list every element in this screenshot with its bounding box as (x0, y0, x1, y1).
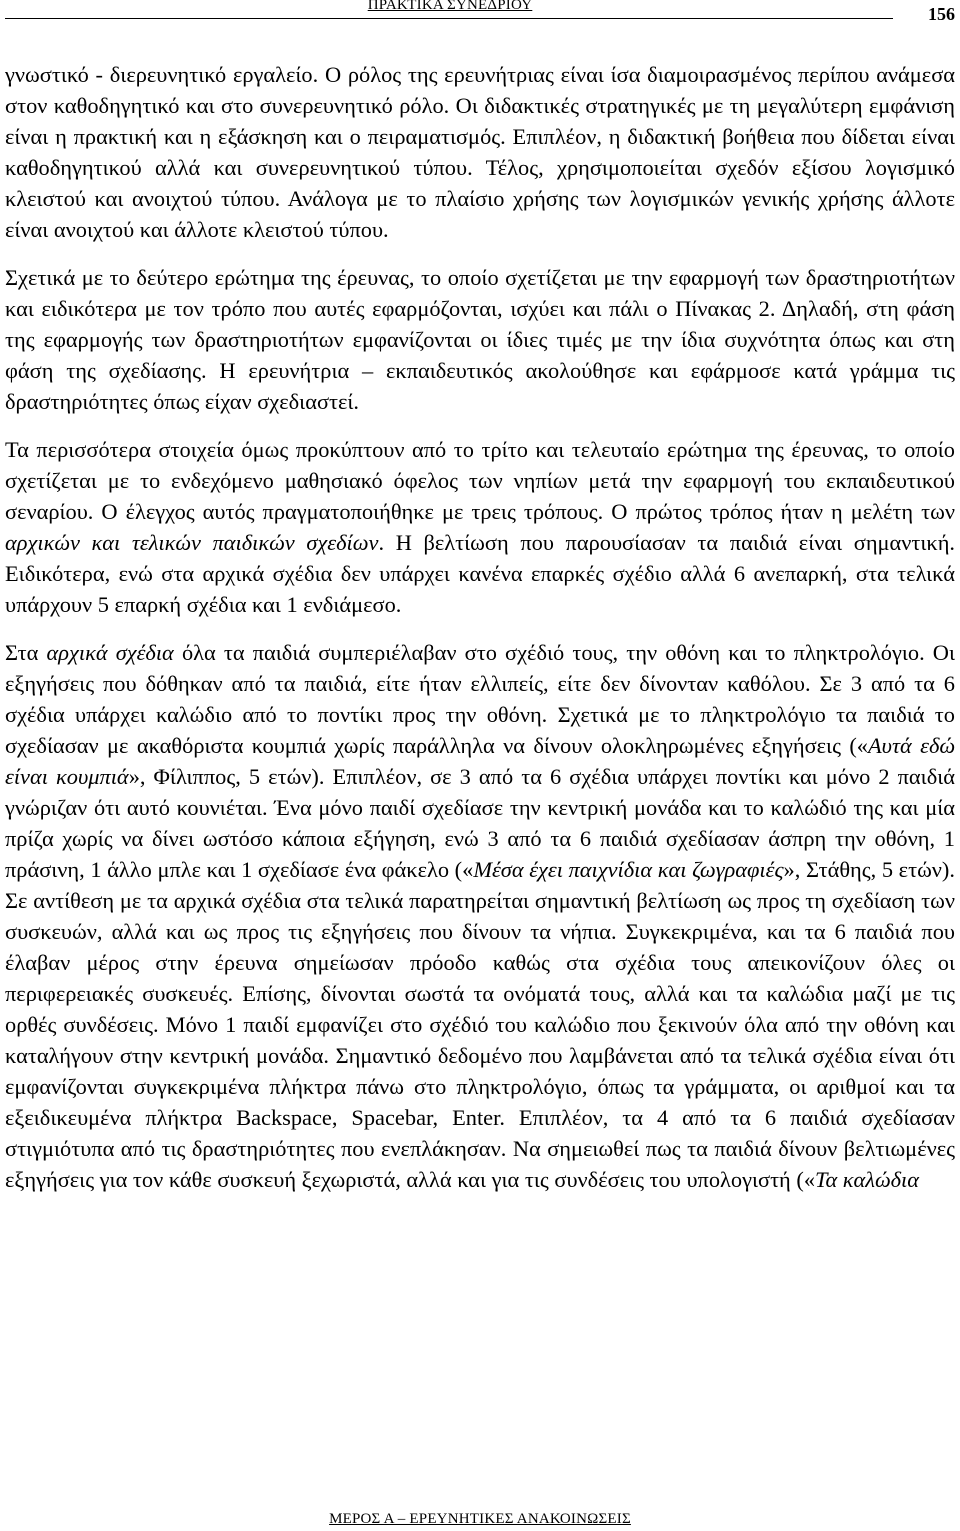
paragraph-text: . Η βελτίωση που παρουσίασαν τα παιδιά είναι σημαντική. Ειδικότερα, ενώ στα αρχικά σχέδια δεν υπάρχει κανένα επαρκές σχέδιο αλλά 6 ανεπαρκή, στα τελικά υπάρχουν 5 επαρκή σχέδια και 1 ενδιάμεσο. (5, 530, 955, 617)
italic-quote: Τα καλώδια (815, 1167, 920, 1192)
paragraph-1 (5, 59, 955, 245)
paragraph-3 (5, 434, 955, 620)
paragraph-text: Τα περισσότερα στοιχεία όμως προκύπτουν από το τρίτο και τελευταίο ερώτημα της έρευνας, το οποίο σχετίζεται με το ενδεχόμενο μαθησιακό όφελος των νηπίων μετά την εφαρμογή του εκπαιδευτικού σεναρίου. Ο έλεγχος αυτός πραγματοποιήθηκε με τρεις τρόπους. Ο πρώτος τρόπος ήταν η μελέτη των (5, 437, 955, 524)
page-number: 156 (928, 4, 955, 24)
paragraph-text: Στα (5, 640, 47, 665)
paragraph-text: γνωστικό - διερευνητικό εργαλείο. Ο ρόλος της ερευνήτριας είναι ίσα διαμοιρασμένος περίπου ανάμεσα στον καθοδηγητικό και στο συνερευνητικό ρόλο. Οι διδακτικές στρατηγικές με τη μεγαλύτερη εμφάνιση είναι η πρακτική και η εξάσκηση και ο πειραματισμός. Επιπλέον, η διδακτική βοήθεια που δίδεται είναι καθοδηγητικού αλλά και συνερευνητικού τύπου. Τέλος, χρησιμοποιείται σχεδόν εξίσου λογισμικό κλειστού και ανοιχτού τύπου. Ανάλογα με το πλαίσιο χρήσης των λογισμικών γενικής χρήσης άλλοτε είναι ανοιχτού και άλλοτε κλειστού τύπου. (5, 62, 955, 242)
running-header-title: ΠΡΑΚΤΙΚΑ ΣΥΝΕΔΡΙΟΥ (367, 0, 533, 13)
body-text (5, 59, 955, 1212)
header-rule (5, 18, 893, 19)
paragraph-text: », Φίλιππος, 5 ετών). Επιπλέον, σε 3 από τα 6 σχέδια υπάρχει ποντίκι και μόνο 2 παιδιά γνώριζαν ότι αυτό κουνιέται. Ένα μόνο παιδί σχεδίασε την κεντρική μονάδα και το καλώδιό της και μία πρίζα χωρίς να δίνει ωστόσο κάποια εξήγηση, ενώ 3 από τα 6 παιδιά σχεδίασαν άσπρη την οθόνη, 1 πράσινη, 1 άλλο μπλε και 1 σχεδίασε ένα φάκελο (« (5, 764, 955, 882)
italic-term: αρχικών και τελικών παιδικών σχεδίων (5, 530, 379, 555)
page-footer (0, 1511, 960, 1528)
italic-term: αρχικά σχέδια (46, 640, 174, 665)
paragraph-4 (5, 637, 955, 1195)
italic-quote: Μέσα έχει παιχνίδια και ζωγραφιές (473, 857, 784, 882)
italic-quote: Αυτά εδώ είναι κουμπιά (5, 733, 955, 789)
paragraph-text: όλα τα παιδιά συμπεριέλαβαν στο σχέδιό τους, την οθόνη και το πληκτρολόγιο. Οι εξηγήσεις που δόθηκαν από τα παιδιά, είτε ήταν ελλιπείς, είτε δεν δίνονταν καθόλου. Σε 3 από τα 6 σχέδια υπάρχει καλώδιο από το ποντίκι προς την οθόνη. Σχετικά με το πληκτρολόγιο τα παιδιά το σχεδίασαν με ακαθόριστα κουμπιά χωρίς παράλληλα να δίνουν ολοκληρωμένες εξηγήσεις (« (5, 640, 955, 758)
paragraph-text: Σχετικά με το δεύτερο ερώτημα της έρευνας, το οποίο σχετίζεται με την εφαρμογή των δραστηριοτήτων και ειδικότερα με τον τρόπο που αυτές εφαρμόζονται, ισχύει και πάλι ο Πίνακας 2. Δηλαδή, στη φάση της εφαρμογής των δραστηριοτήτων εμφανίζονται οι ίδιες τιμές με την ίδια συχνότητα όπως και στη φάση της σχεδίασης. Η ερευνήτρια – εκπαιδευτικός ακολούθησε και εφάρμοσε κατά γράμμα τις δραστηριότητες όπως είχαν σχεδιαστεί. (5, 265, 955, 414)
page-header (5, 0, 955, 22)
paragraph-2 (5, 262, 955, 417)
paragraph-text: », Στάθης, 5 ετών). Σε αντίθεση με τα αρχικά σχέδια στα τελικά παρατηρείται σημαντική βελτίωση ως προς τη σχεδίαση των συσκευών, αλλά και ως προς τις εξηγήσεις που δίνουν τα νήπια. Συγκεκριμένα, και τα 6 παιδιά που έλαβαν μέρος στην έρευνα σημείωσαν πρόοδο καθώς στα σχέδια τους απεικονίζουν όλες οι περιφερειακές συσκευές. Επίσης, δίνονται σωστά τα ονόματά τους, αλλά και τα καλώδια μαζί με τις ορθές συνδέσεις. Μόνο 1 παιδί εμφανίζει στο σχέδιό του καλώδιο που ξεκινούν όλα από την οθόνη και καταλήγουν στην κεντρική μονάδα. Σημαντικό δεδομένο που λαμβάνεται από τα τελικά σχέδια είναι ότι εμφανίζονται συγκεκριμένα πλήκτρα πάνω στο πληκτρολόγιο, όπως τα γράμματα, οι αριθμοί και τα εξειδικευμένα πλήκτρα Backspace, Spacebar, Enter. Επιπλέον, τα 4 από τα 6 παιδιά σχεδίασαν στιγμιότυπα από τις δραστηριότητες που ενεπλάκησαν. Να σημειωθεί πως τα παιδιά δίνουν βελτιωμένες εξηγήσεις για τον κάθε συσκευή ξεχωριστά, αλλά και για τις συνδέσεις του υπολογιστή (« (5, 857, 955, 1192)
footer-text: ΜΕΡΟΣ Α – ΕΡΕΥΝΗΤΙΚΕΣ ΑΝΑΚΟΙΝΩΣΕΙΣ (329, 1511, 631, 1527)
